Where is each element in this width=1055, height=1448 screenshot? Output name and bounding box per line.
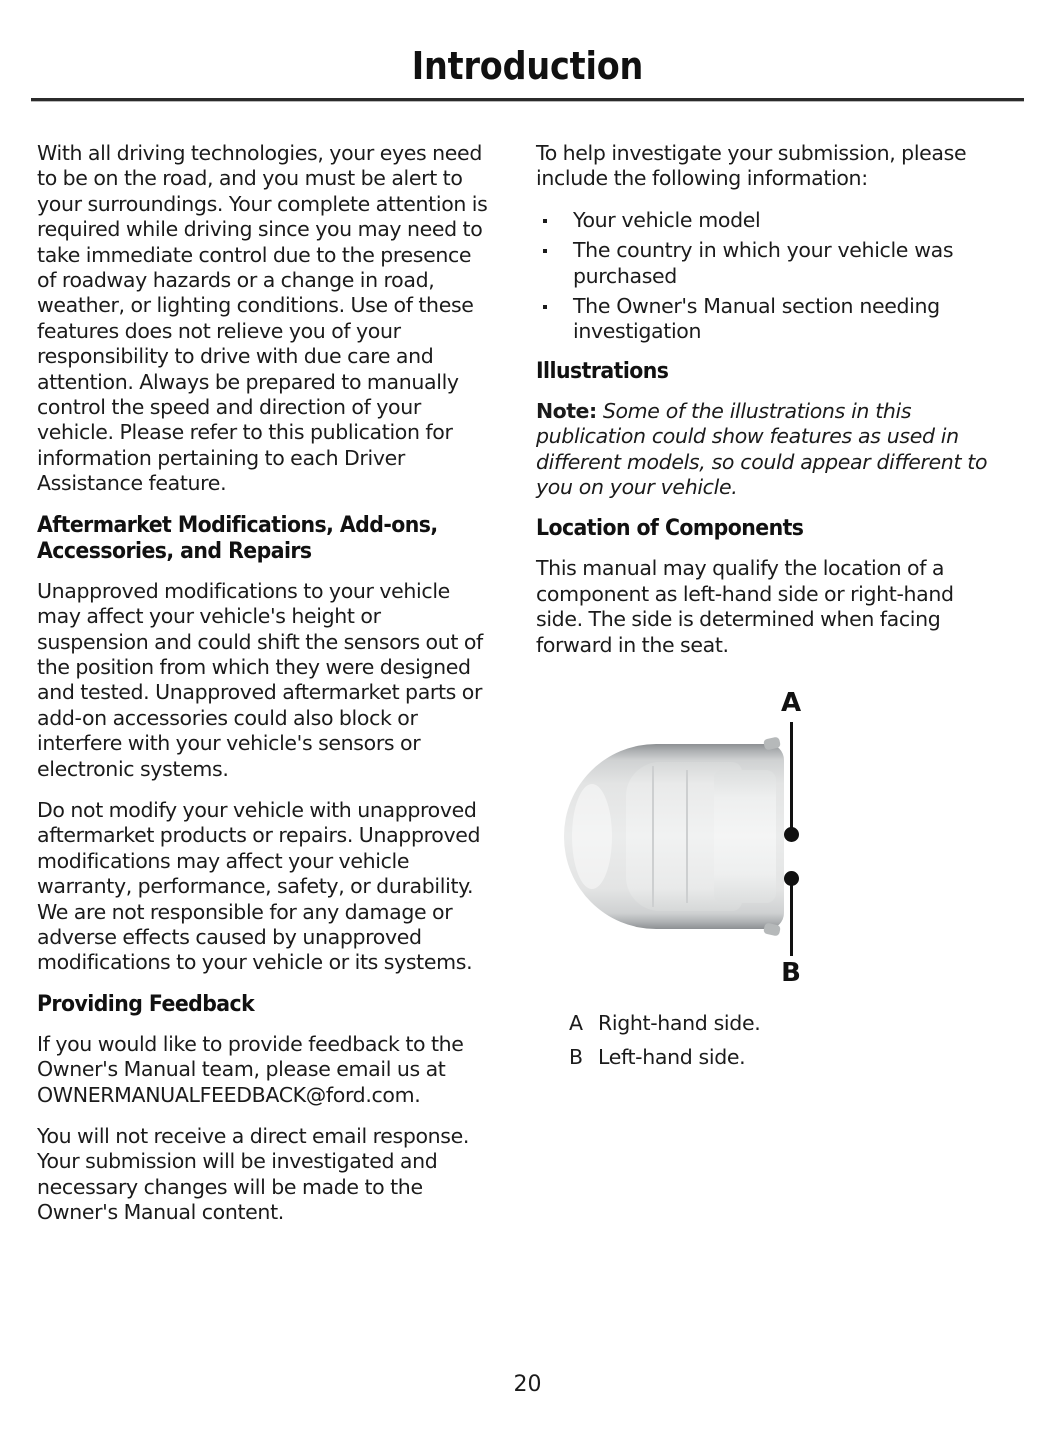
list-item xyxy=(536,294,991,345)
paragraph-location-sides: This manual may qualify the location of a component as left-hand side or right-hand side. The side is determined when facing forward in the seat. xyxy=(536,556,954,657)
vehicle-seam-line xyxy=(652,766,654,907)
list-item xyxy=(536,208,991,233)
legend-key: B xyxy=(569,1045,583,1070)
note-body: Some of the illustrations in this publication could show features as used in different models, so could appear different to you on your vehicle. xyxy=(536,398,988,500)
figure-legend xyxy=(536,1006,991,1074)
legend-key: A xyxy=(569,1011,583,1036)
paragraph-do-not-modify: Do not modify your vehicle with unapproved aftermarket products or repairs. Unapproved modifications may affect your vehicle warranty, performance, safety, or durability. We are not responsible for any damage or adverse effects caused by unapproved modifications to your vehicle or its systems. xyxy=(37,797,481,975)
heading-illustrations: Illustrations xyxy=(536,358,669,384)
paragraph-unapproved-modifications: Unapproved modifications to your vehicle may affect your vehicle's height or suspension and could shift the sensors out of the position from which they were designed and tested. Unapproved aftermarket parts or add-on accessories could also block or interfere with your vehicle's sensors or electronic systems. xyxy=(37,578,483,781)
legend-text: Left-hand side. xyxy=(598,1045,746,1070)
paragraph-feedback-email: If you would like to provide feedback to the Owner's Manual team, please email us at OWNERMANUALFEEDBACK@ford.com. xyxy=(37,1031,464,1107)
page-number: 20 xyxy=(513,1372,542,1397)
bullet-square-icon xyxy=(543,249,547,253)
figure-callout-b: B xyxy=(781,958,801,989)
heading-providing-feedback: Providing Feedback xyxy=(37,991,255,1017)
paragraph-driving-technologies: With all driving technologies, your eyes need to be on the road, and you must be alert to your surroundings. Your complete attention is required while driving since you may need to take immediate control due to the presence of roadway hazards or a change in road, weather, or lighting conditions. Use of these features does not relieve you of your responsibility to drive with due care and attention. Always be prepared to manually control the speed and direction of your vehicle. Please refer to this publication for information pertaining to each Driver Assistance feature. xyxy=(37,141,488,496)
list-item xyxy=(536,238,991,289)
page-header xyxy=(0,44,1055,88)
vehicle-seam-line xyxy=(686,770,688,903)
legend-row xyxy=(536,1040,991,1074)
bullet-square-icon xyxy=(543,305,547,309)
figure-leader-line-b xyxy=(790,878,793,956)
note-illustrations xyxy=(536,399,991,501)
vehicle-highlight xyxy=(572,784,612,889)
figure-leader-dot-a xyxy=(784,827,799,842)
heading-location-of-components: Location of Components xyxy=(536,516,804,542)
submission-info-list xyxy=(536,208,991,345)
header-divider xyxy=(31,98,1024,102)
figure-leader-line-a xyxy=(790,722,793,834)
note-label: Note: xyxy=(536,398,597,423)
left-column xyxy=(37,141,492,1242)
vehicle-top-view-icon xyxy=(564,744,784,929)
vehicle-windshield-shape xyxy=(714,770,776,903)
vehicle-orientation-figure xyxy=(536,688,991,998)
bullet-square-icon xyxy=(543,219,547,223)
page-title: Introduction xyxy=(411,44,644,88)
paragraph-help-investigate: To help investigate your submission, please include the following information: xyxy=(536,141,967,191)
heading-aftermarket-modifications: Aftermarket Modifications, Add-ons, Accessories, and Repairs xyxy=(37,512,438,564)
figure-callout-a: A xyxy=(780,688,802,719)
list-item-label: The Owner's Manual section needing investigation xyxy=(573,294,940,344)
right-column xyxy=(536,141,991,1074)
list-item-label: The country in which your vehicle was purchased xyxy=(573,238,954,288)
paragraph-no-direct-response: You will not receive a direct email response. Your submission will be investigated and necessary changes will be made to the Owner's Manual content. xyxy=(37,1124,470,1225)
legend-row xyxy=(536,1006,991,1040)
legend-text: Right-hand side. xyxy=(598,1011,761,1036)
vehicle-mirror-icon xyxy=(763,923,781,937)
list-item-label: Your vehicle model xyxy=(573,207,761,232)
